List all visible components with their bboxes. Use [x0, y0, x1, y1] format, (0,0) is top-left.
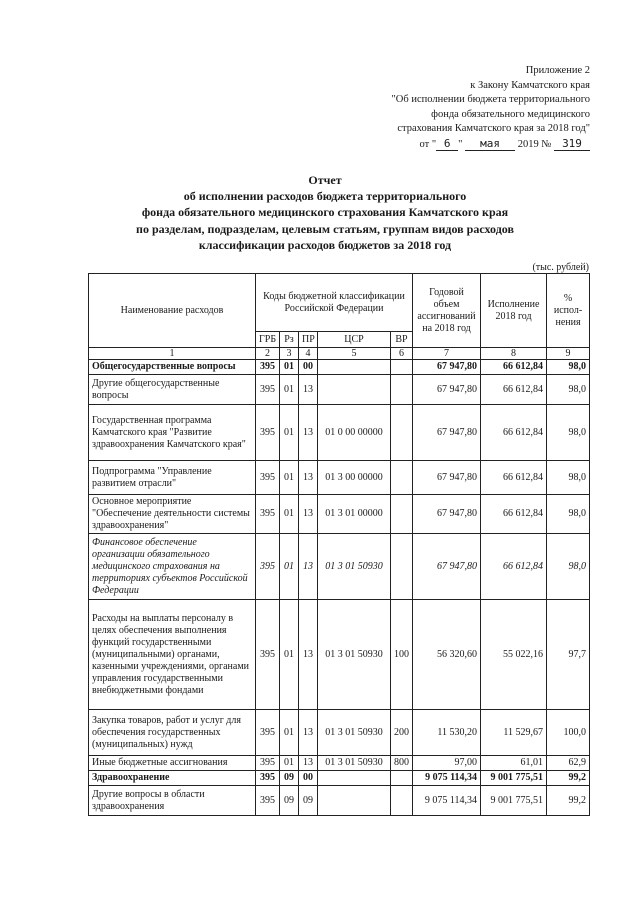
row-plan: 9 075 114,34 — [413, 786, 481, 816]
col-codes-header: Коды бюджетной классификации Российской Федерации — [256, 274, 413, 332]
row-vr — [391, 360, 413, 375]
sub-grbs-header: ГРБ — [256, 332, 280, 348]
table-row — [89, 375, 590, 405]
row-plan: 56 320,60 — [413, 600, 481, 710]
row-pr: 13 — [299, 461, 318, 495]
row-name: Здравоохранение — [89, 771, 256, 786]
row-pr: 13 — [299, 534, 318, 600]
row-exec: 66 612,84 — [481, 405, 547, 461]
law-date-line — [350, 138, 590, 153]
row-pr: 09 — [299, 786, 318, 816]
row-grbs: 395 — [256, 534, 280, 600]
row-exec: 61,01 — [481, 756, 547, 771]
row-rz: 01 — [280, 405, 299, 461]
col-number: 6 — [391, 348, 413, 360]
col-exec-header: Исполнение 2018 год — [481, 274, 547, 348]
row-pr: 00 — [299, 771, 318, 786]
row-plan: 9 075 114,34 — [413, 771, 481, 786]
row-vr: 800 — [391, 756, 413, 771]
expenditure-table — [88, 273, 590, 816]
row-rz: 01 — [280, 360, 299, 375]
col-number: 3 — [280, 348, 299, 360]
row-grbs: 395 — [256, 771, 280, 786]
row-csr — [318, 375, 391, 405]
row-csr: 01 0 00 00000 — [318, 405, 391, 461]
row-name: Другие общегосударственные вопросы — [89, 375, 256, 405]
row-pct: 98,0 — [547, 375, 590, 405]
table-row — [89, 710, 590, 756]
appendix-line: к Закону Камчатского края — [470, 79, 590, 91]
row-pr: 13 — [299, 405, 318, 461]
row-plan: 67 947,80 — [413, 534, 481, 600]
row-grbs: 395 — [256, 360, 280, 375]
row-rz: 01 — [280, 600, 299, 710]
row-exec: 11 529,67 — [481, 710, 547, 756]
row-pct: 62,9 — [547, 756, 590, 771]
col-number: 1 — [89, 348, 256, 360]
row-grbs: 395 — [256, 756, 280, 771]
row-pr: 13 — [299, 375, 318, 405]
row-pct: 97,7 — [547, 600, 590, 710]
row-pr: 13 — [299, 600, 318, 710]
row-pct: 99,2 — [547, 771, 590, 786]
row-name: Основное мероприятие "Обеспечение деятельности системы здравоохранения" — [89, 495, 256, 534]
appendix-line: фонда обязательного медицинского — [431, 108, 590, 120]
sub-csr-header: ЦСР — [318, 332, 391, 348]
table-row — [89, 360, 590, 375]
appendix-header — [350, 64, 590, 152]
row-rz: 01 — [280, 461, 299, 495]
row-csr: 01 3 01 50930 — [318, 600, 391, 710]
row-pct: 98,0 — [547, 534, 590, 600]
row-vr: 100 — [391, 600, 413, 710]
row-grbs: 395 — [256, 495, 280, 534]
row-grbs: 395 — [256, 786, 280, 816]
row-pct: 100,0 — [547, 710, 590, 756]
col-pct-header: % испол-нения — [547, 274, 590, 348]
col-number: 4 — [299, 348, 318, 360]
row-plan: 67 947,80 — [413, 375, 481, 405]
row-plan: 67 947,80 — [413, 405, 481, 461]
row-rz: 09 — [280, 771, 299, 786]
row-vr — [391, 375, 413, 405]
row-exec: 9 001 775,51 — [481, 786, 547, 816]
row-pr: 00 — [299, 360, 318, 375]
handwritten-law-number: 319 — [554, 138, 590, 151]
appendix-line: "Об исполнении бюджета территориального — [391, 94, 590, 105]
row-rz: 01 — [280, 534, 299, 600]
row-pct: 98,0 — [547, 495, 590, 534]
handwritten-month: мая — [465, 138, 515, 151]
table-row — [89, 461, 590, 495]
row-name: Другие вопросы в области здравоохранения — [89, 786, 256, 816]
handwritten-day: 6 — [436, 138, 458, 151]
row-plan: 67 947,80 — [413, 495, 481, 534]
row-name: Иные бюджетные ассигнования — [89, 756, 256, 771]
ot-label: от " — [419, 138, 437, 150]
col-number: 8 — [481, 348, 547, 360]
row-name: Государственная программа Камчатского края "Развитие здравоохранения Камчатского края" — [89, 405, 256, 461]
row-rz: 01 — [280, 710, 299, 756]
appendix-line: страхования Камчатского края за 2018 год" — [397, 123, 590, 134]
row-rz: 01 — [280, 495, 299, 534]
row-rz: 01 — [280, 375, 299, 405]
title-line: Отчет — [308, 173, 342, 187]
row-grbs: 395 — [256, 600, 280, 710]
row-vr — [391, 405, 413, 461]
title-line: об исполнении расходов бюджета территориального — [183, 189, 467, 204]
row-exec: 66 612,84 — [481, 461, 547, 495]
title-line: классификации расходов бюджетов за 2018 год — [198, 237, 452, 252]
table-row — [89, 534, 590, 600]
table-row — [89, 495, 590, 534]
appendix-line: Приложение 2 — [525, 65, 590, 76]
row-plan: 67 947,80 — [413, 360, 481, 375]
row-exec: 55 022,16 — [481, 600, 547, 710]
table-row — [89, 786, 590, 816]
row-exec: 66 612,84 — [481, 375, 547, 405]
row-vr — [391, 461, 413, 495]
year-number-label: 2019 № — [517, 138, 552, 150]
units-label: (тыс. рублей) — [532, 262, 589, 273]
row-grbs: 395 — [256, 710, 280, 756]
row-pr: 13 — [299, 756, 318, 771]
row-vr — [391, 495, 413, 534]
row-vr — [391, 786, 413, 816]
row-name: Общегосударственные вопросы — [89, 360, 256, 375]
row-grbs: 395 — [256, 405, 280, 461]
row-csr: 01 3 01 50930 — [318, 756, 391, 771]
row-name: Финансовое обеспечение организации обязательного медицинского страхования на территориях субъектов Российской Федерации — [89, 534, 256, 600]
row-pct: 98,0 — [547, 405, 590, 461]
title-line: по разделам, подразделам, целевым статьям, группам видов расходов — [136, 221, 514, 236]
table-row — [89, 600, 590, 710]
row-csr — [318, 786, 391, 816]
row-exec: 66 612,84 — [481, 534, 547, 600]
sub-rz-header: Рз — [280, 332, 299, 348]
row-csr — [318, 360, 391, 375]
row-csr: 01 3 00 00000 — [318, 461, 391, 495]
row-rz: 01 — [280, 756, 299, 771]
report-title — [90, 172, 560, 253]
sub-pr-header: ПР — [299, 332, 318, 348]
row-rz: 09 — [280, 786, 299, 816]
row-exec: 9 001 775,51 — [481, 771, 547, 786]
sub-vr-header: ВР — [391, 332, 413, 348]
row-exec: 66 612,84 — [481, 495, 547, 534]
row-csr: 01 3 01 50930 — [318, 710, 391, 756]
col-number: 7 — [413, 348, 481, 360]
row-plan: 97,00 — [413, 756, 481, 771]
row-pr: 13 — [299, 710, 318, 756]
table-row — [89, 771, 590, 786]
col-number: 9 — [547, 348, 590, 360]
row-vr — [391, 771, 413, 786]
table-row — [89, 405, 590, 461]
row-name: Расходы на выплаты персоналу в целях обеспечения выполнения функций государственными (муниципальными) органами, казенными учреждениями, органами управления государственными внебюджетными фондами — [89, 600, 256, 710]
row-exec: 66 612,84 — [481, 360, 547, 375]
row-pr: 13 — [299, 495, 318, 534]
row-pct: 98,0 — [547, 461, 590, 495]
row-name: Закупка товаров, работ и услуг для обеспечения государственных (муниципальных) нужд — [89, 710, 256, 756]
row-grbs: 395 — [256, 461, 280, 495]
row-pct: 99,2 — [547, 786, 590, 816]
row-grbs: 395 — [256, 375, 280, 405]
row-pct: 98,0 — [547, 360, 590, 375]
row-csr: 01 3 01 00000 — [318, 495, 391, 534]
row-vr — [391, 534, 413, 600]
table-row — [89, 756, 590, 771]
row-vr: 200 — [391, 710, 413, 756]
row-name: Подпрограмма "Управление развитием отрасли" — [89, 461, 256, 495]
row-plan: 11 530,20 — [413, 710, 481, 756]
row-csr: 01 3 01 50930 — [318, 534, 391, 600]
col-plan-header: Годовой объем ассигнований на 2018 год — [413, 274, 481, 348]
row-csr — [318, 771, 391, 786]
row-plan: 67 947,80 — [413, 461, 481, 495]
title-line: фонда обязательного медицинского страхования Камчатского края — [141, 205, 509, 220]
col-name-header: Наименование расходов — [89, 274, 256, 348]
col-number: 5 — [318, 348, 391, 360]
quote-close: " — [458, 138, 463, 150]
col-number: 2 — [256, 348, 280, 360]
